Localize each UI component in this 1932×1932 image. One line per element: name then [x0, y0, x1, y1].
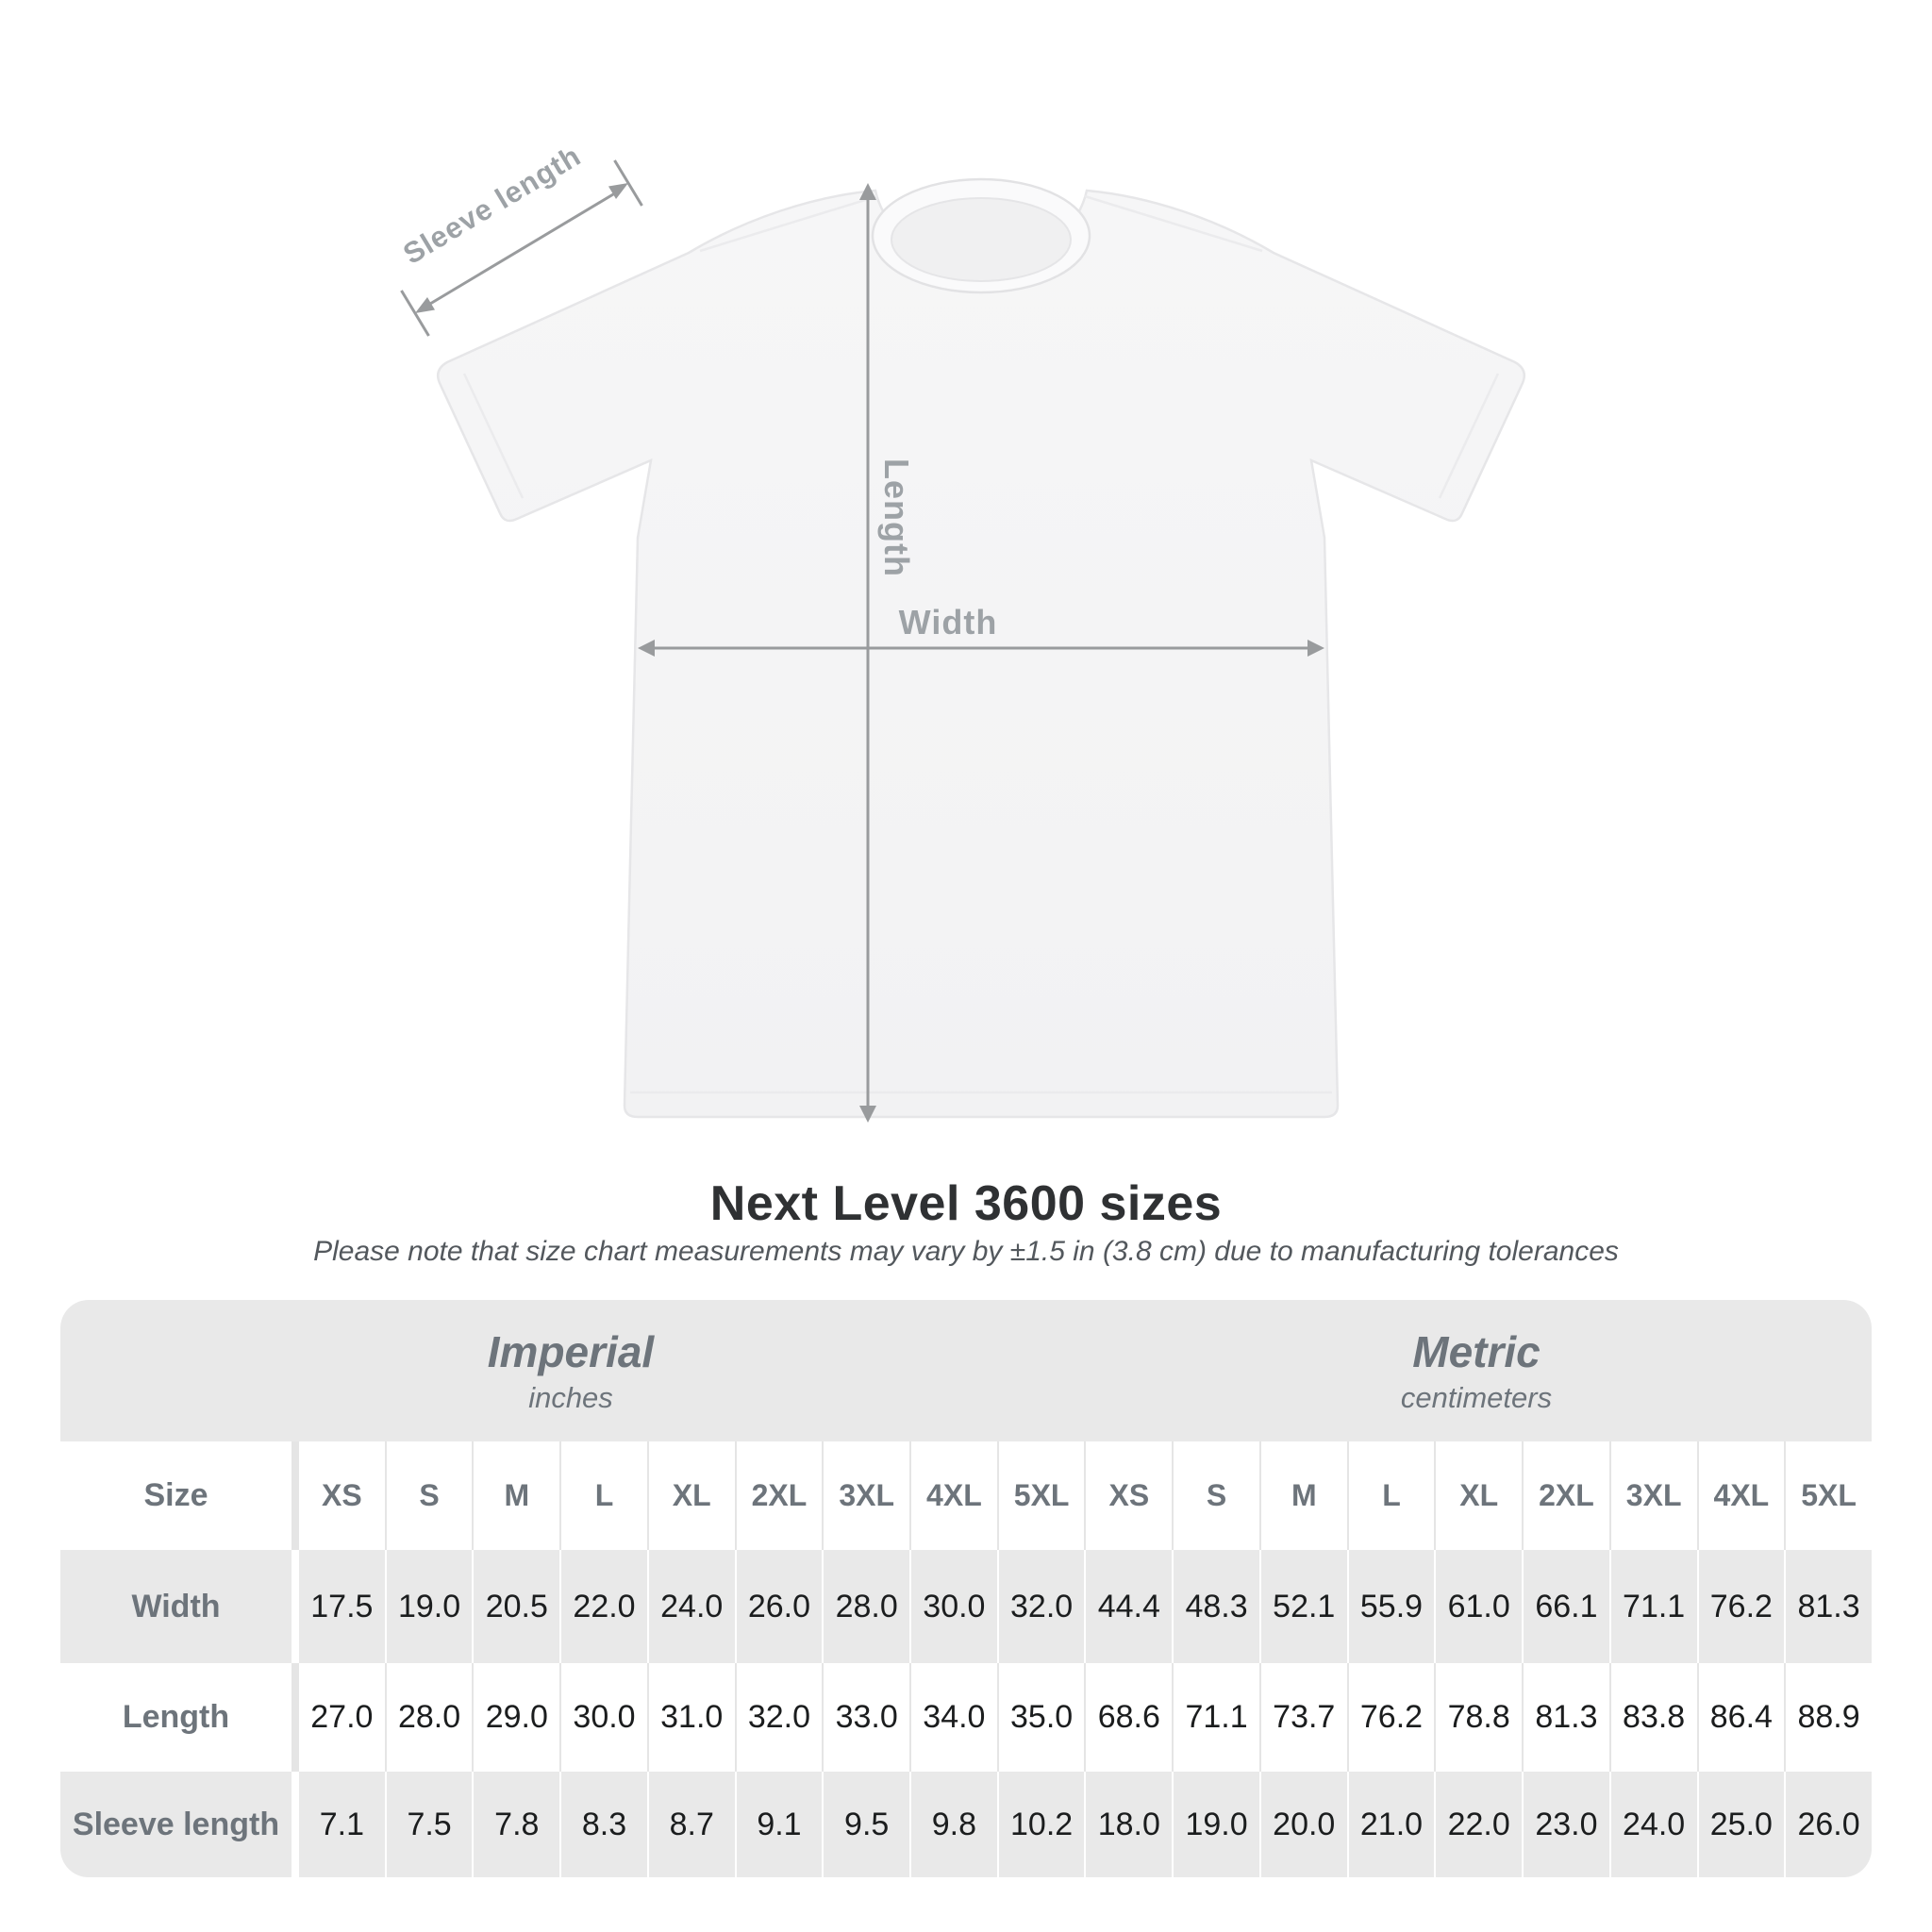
size-header-cell: 3XL	[822, 1441, 909, 1550]
size-header-cell: XL	[1434, 1441, 1522, 1550]
table-cell: 9.1	[735, 1772, 823, 1877]
table-cell: 61.0	[1434, 1550, 1522, 1663]
size-header-cell: XL	[647, 1441, 735, 1550]
table-cell: 68.6	[1084, 1663, 1172, 1772]
table-cell: 8.7	[647, 1772, 735, 1877]
table-cell: 23.0	[1522, 1772, 1609, 1877]
size-header-cell: 2XL	[1522, 1441, 1609, 1550]
table-cell: 32.0	[997, 1550, 1085, 1663]
size-header-cell: S	[385, 1441, 473, 1550]
collar-opening	[891, 198, 1071, 281]
table-row-sleeve-length	[60, 1772, 1872, 1877]
table-cell: 35.0	[997, 1663, 1085, 1772]
table-cell: 21.0	[1347, 1772, 1435, 1877]
table-row-length	[60, 1663, 1872, 1772]
table-cell: 30.0	[909, 1550, 997, 1663]
table-cell: 27.0	[291, 1663, 385, 1772]
table-cell: 76.2	[1347, 1663, 1435, 1772]
table-cell: 28.0	[822, 1550, 909, 1663]
table-cell: 55.9	[1347, 1550, 1435, 1663]
length-label: Length	[877, 458, 916, 577]
table-cell: 28.0	[385, 1663, 473, 1772]
size-header-cell: XS	[291, 1441, 385, 1550]
size-header-row	[60, 1441, 1872, 1550]
table-cell: 24.0	[1609, 1772, 1697, 1877]
metric-header	[1081, 1300, 1872, 1441]
table-cell: 26.0	[735, 1550, 823, 1663]
sleeve-length-label: Sleeve length	[397, 139, 587, 271]
metric-unit: centimeters	[1400, 1381, 1553, 1414]
table-cell: 81.3	[1784, 1550, 1872, 1663]
table-cell: 32.0	[735, 1663, 823, 1772]
size-header-cell: 4XL	[909, 1441, 997, 1550]
unit-header-band	[60, 1300, 1872, 1441]
size-table	[60, 1300, 1872, 1877]
imperial-title: Imperial	[487, 1327, 655, 1376]
size-header-cell: 4XL	[1697, 1441, 1785, 1550]
size-header-cell: 3XL	[1609, 1441, 1697, 1550]
imperial-header	[60, 1300, 1081, 1441]
size-header-cell: XS	[1084, 1441, 1172, 1550]
size-header-cell: L	[559, 1441, 647, 1550]
table-cell: 88.9	[1784, 1663, 1872, 1772]
table-cell: 10.2	[997, 1772, 1085, 1877]
table-cell: 86.4	[1697, 1663, 1785, 1772]
table-cell: 30.0	[559, 1663, 647, 1772]
table-cell: 48.3	[1172, 1550, 1259, 1663]
table-cell: 29.0	[472, 1663, 559, 1772]
metric-title: Metric	[1412, 1327, 1541, 1376]
table-cell: 19.0	[1172, 1772, 1259, 1877]
table-cell: 73.7	[1259, 1663, 1347, 1772]
table-cell: 33.0	[822, 1663, 909, 1772]
size-header-cell: L	[1347, 1441, 1435, 1550]
table-cell: 7.5	[385, 1772, 473, 1877]
table-cell: 78.8	[1434, 1663, 1522, 1772]
row-label-length: Length	[122, 1699, 230, 1735]
page-title: Next Level 3600 sizes	[709, 1176, 1223, 1231]
table-cell: 22.0	[1434, 1772, 1522, 1877]
table-cell: 20.0	[1259, 1772, 1347, 1877]
page-subtitle: Please note that size chart measurements may vary by ±1.5 in (3.8 cm) due to manufacturing tolerances	[313, 1236, 1619, 1267]
table-cell: 19.0	[385, 1550, 473, 1663]
table-cell: 81.3	[1522, 1663, 1609, 1772]
row-label-width: Width	[131, 1588, 221, 1624]
table-cell: 66.1	[1522, 1550, 1609, 1663]
size-header-cell: 5XL	[997, 1441, 1085, 1550]
table-cell: 26.0	[1784, 1772, 1872, 1877]
table-cell: 7.1	[291, 1772, 385, 1877]
table-cell: 18.0	[1084, 1772, 1172, 1877]
table-row-width	[60, 1550, 1872, 1663]
size-header-cell: M	[472, 1441, 559, 1550]
table-cell: 44.4	[1084, 1550, 1172, 1663]
table-cell: 8.3	[559, 1772, 647, 1877]
table-cell: 83.8	[1609, 1663, 1697, 1772]
table-cell: 7.8	[472, 1772, 559, 1877]
imperial-unit: inches	[528, 1381, 613, 1414]
table-cell: 20.5	[472, 1550, 559, 1663]
table-cell: 9.8	[909, 1772, 997, 1877]
table-cell: 52.1	[1259, 1550, 1347, 1663]
table-cell: 34.0	[909, 1663, 997, 1772]
table-cell: 9.5	[822, 1772, 909, 1877]
tshirt-body	[438, 191, 1524, 1117]
table-cell: 17.5	[291, 1550, 385, 1663]
row-label-sleeve-length: Sleeve length	[72, 1806, 280, 1842]
table-cell: 31.0	[647, 1663, 735, 1772]
table-cell: 71.1	[1609, 1550, 1697, 1663]
size-header-cell: 2XL	[735, 1441, 823, 1550]
table-cell: 71.1	[1172, 1663, 1259, 1772]
table-cell: 22.0	[559, 1550, 647, 1663]
table-cell: 24.0	[647, 1550, 735, 1663]
size-header-cell: 5XL	[1784, 1441, 1872, 1550]
width-label: Width	[898, 603, 998, 641]
table-cell: 25.0	[1697, 1772, 1785, 1877]
table-cell: 76.2	[1697, 1550, 1785, 1663]
size-header-cell: M	[1259, 1441, 1347, 1550]
size-header-cell: S	[1172, 1441, 1259, 1550]
size-column-label: Size	[143, 1477, 208, 1513]
